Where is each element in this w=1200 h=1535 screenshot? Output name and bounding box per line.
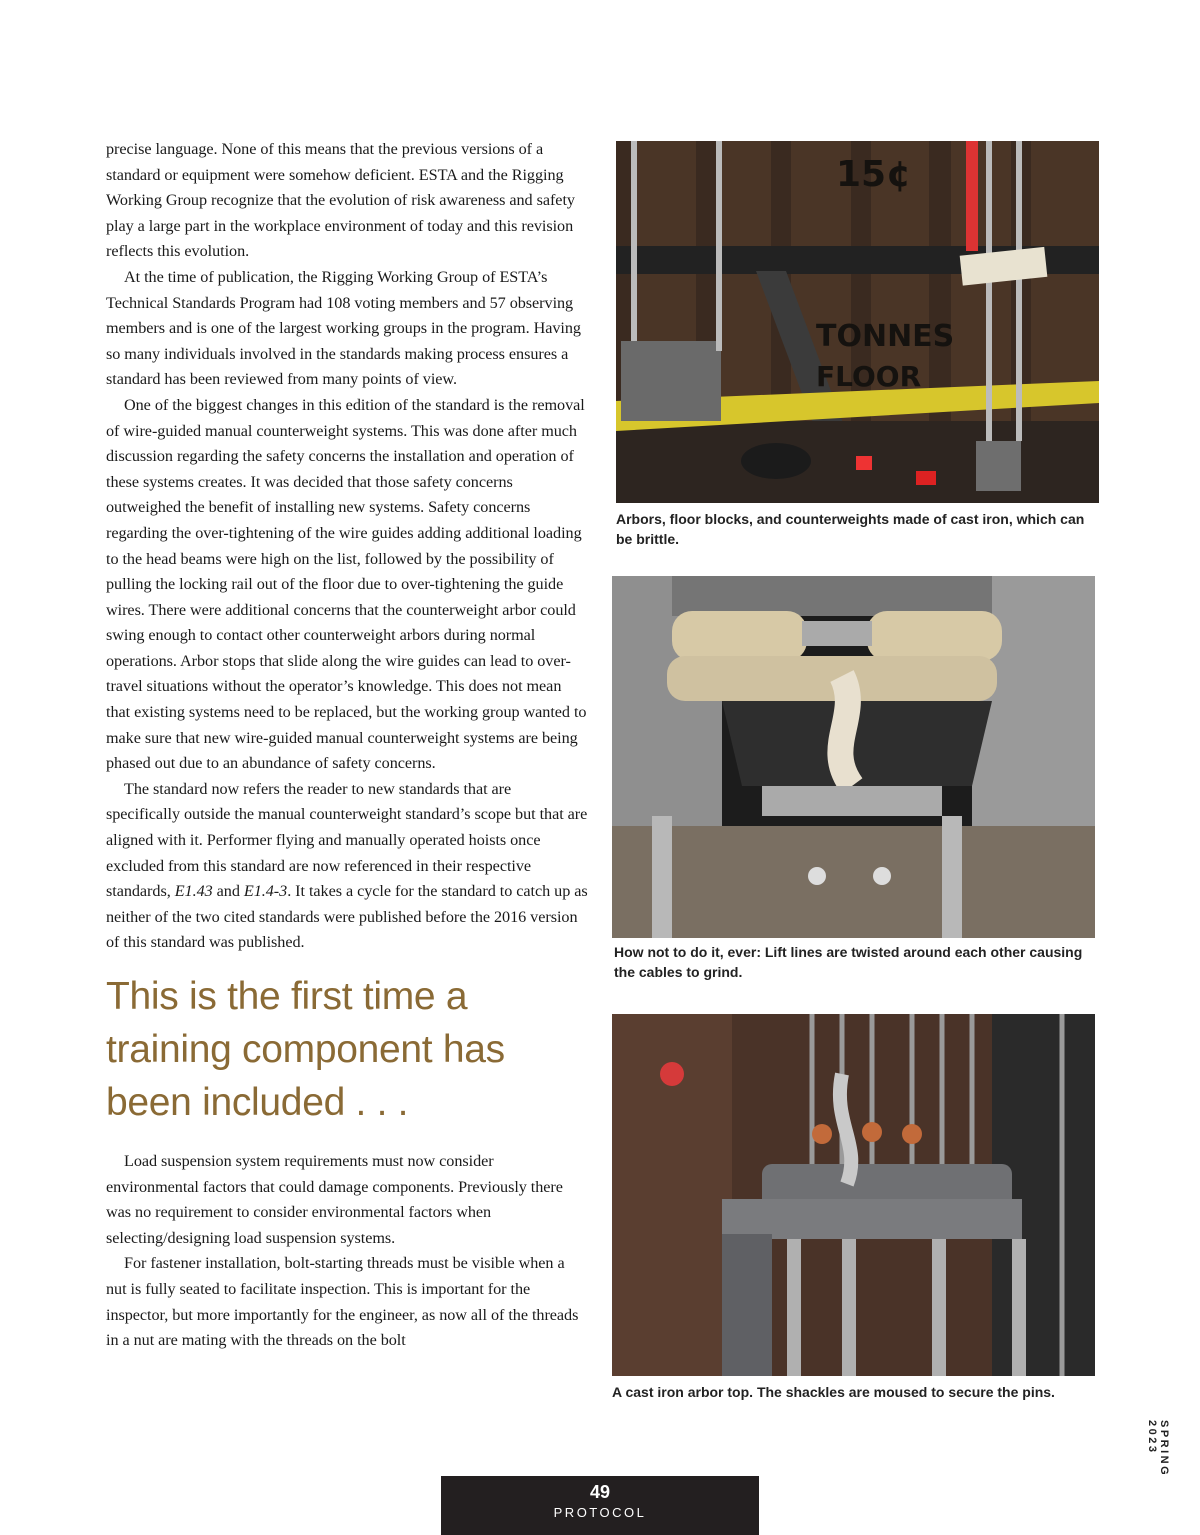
- page-number: 49: [589, 1482, 611, 1502]
- pull-quote: This is the first time a training component has been included . . .: [106, 975, 505, 1124]
- article-column: [106, 137, 588, 1354]
- photo-marking: 15¢: [836, 154, 912, 195]
- photo-twisted-lift-lines: [612, 576, 1095, 938]
- page-footer: [441, 1476, 759, 1535]
- figure-caption: Arbors, floor blocks, and counterweights made of cast iron, which can be brittle.: [616, 511, 1085, 547]
- paragraph-text: and: [212, 882, 244, 901]
- figure-caption: A cast iron arbor top. The shackles are moused to secure the pins.: [612, 1384, 1055, 1400]
- photo-arbors-floor-blocks: [616, 141, 1099, 503]
- figure-caption: How not to do it, ever: Lift lines are twisted around each other causing the cables to grind.: [614, 944, 1083, 980]
- body-paragraph: Load suspension system requirements must now consider environmental factors that could damage components. Previously there was no requirement to consider environmental factors when selecting/designing load suspension systems.: [106, 1152, 563, 1247]
- issue-label: SPRING 2023: [1146, 1420, 1170, 1478]
- photo-cast-iron-arbor-top: [612, 1014, 1095, 1376]
- photo-marking: FLOOR: [816, 360, 922, 393]
- body-paragraph-with-references: [106, 777, 588, 956]
- body-paragraph: For fastener installation, bolt-starting threads must be visible when a nut is fully seated to facilitate inspection. This is important for the inspector, but more importantly for the engineer, as now all of the threads in a nut are mating with the threads on the bolt: [106, 1254, 579, 1350]
- paragraph-text: . It takes a cycle for the standard to catch up as neither of the two cited standards were published before the 2016 version of this standard was published.: [106, 882, 588, 952]
- standard-reference: E1.43: [174, 882, 213, 901]
- body-paragraph: At the time of publication, the Rigging Working Group of ESTA’s Technical Standards Program had 108 voting members and 57 observing members and is one of the largest working groups in the program. Having so many individuals involved in the standards making process ensures a standard has been reviewed from many points of view.: [106, 267, 581, 389]
- body-paragraph: One of the biggest changes in this edition of the standard is the removal of wire-guided manual counterweight systems. This was done after much discussion regarding the safety concerns the installation and operation of these systems creates. It was decided that those safety concerns outweighed the benefit of installing new systems. Safety concerns regarding the over-tightening of the wire guides adding additional loading to the head beams were high on the list, followed by the possibility of pulling the locking rail out of the floor due to over-tightening the guide wires. There were additional concerns that the counterweight arbor could swing enough to contact other counterweight arbors during normal operations. Arbor stops that slide along the wire guides can lead to over-travel situations without the operator’s knowledge. This does not mean that existing systems need to be replaced, but the working group wanted to make sure that new wire-guided manual counterweight systems are being phased out due to an abundance of safety concerns.: [106, 395, 587, 773]
- standard-reference: E1.4-3: [243, 882, 288, 901]
- body-paragraph: precise language. None of this means that the previous versions of a standard or equipment were somehow deficient. ESTA and the Rigging Working Group recognize that the evolution of risk awareness and safety play a large part in the workplace environment of today and this revision reflects this evolution.: [106, 140, 575, 261]
- photo-marking: TONNES: [816, 319, 955, 354]
- publication-name: PROTOCOL: [553, 1505, 647, 1520]
- paragraph-text: The standard now refers the reader to new standards that are specifically outside the manual counterweight standard’s scope but that are aligned with it. Performer flying and manually operated hoists once excluded from this standard are now referenced in their respective standards,: [106, 779, 588, 901]
